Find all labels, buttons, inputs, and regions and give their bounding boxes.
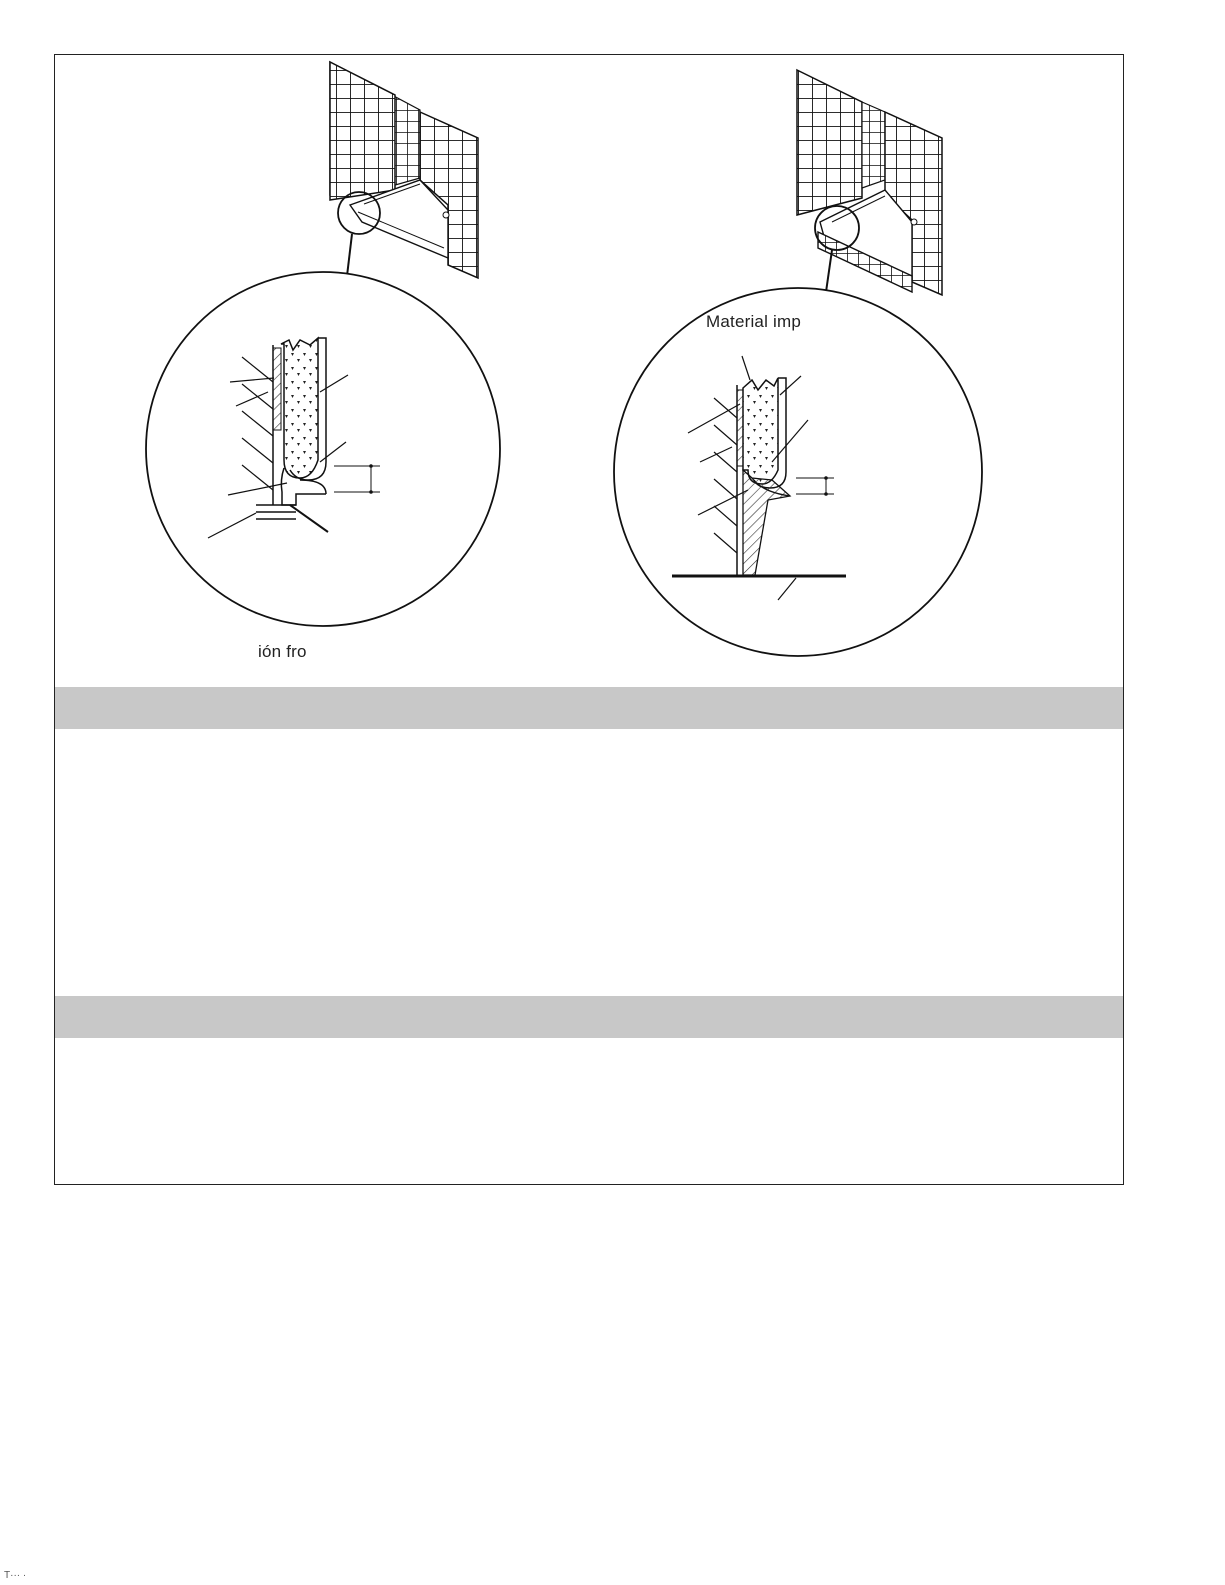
section-header-band <box>55 687 1123 729</box>
right-shower-illustration <box>797 70 942 295</box>
left-detail-circle <box>146 272 500 626</box>
installation-illustration <box>0 0 1225 690</box>
footer-mark: T··· · <box>4 1570 27 1581</box>
left-shower-illustration <box>330 62 478 278</box>
section-header-band <box>55 996 1123 1038</box>
left-caption-fragment: ión fro <box>258 642 307 661</box>
right-detail-circle <box>614 288 982 656</box>
material-label: Material imp <box>706 312 801 331</box>
